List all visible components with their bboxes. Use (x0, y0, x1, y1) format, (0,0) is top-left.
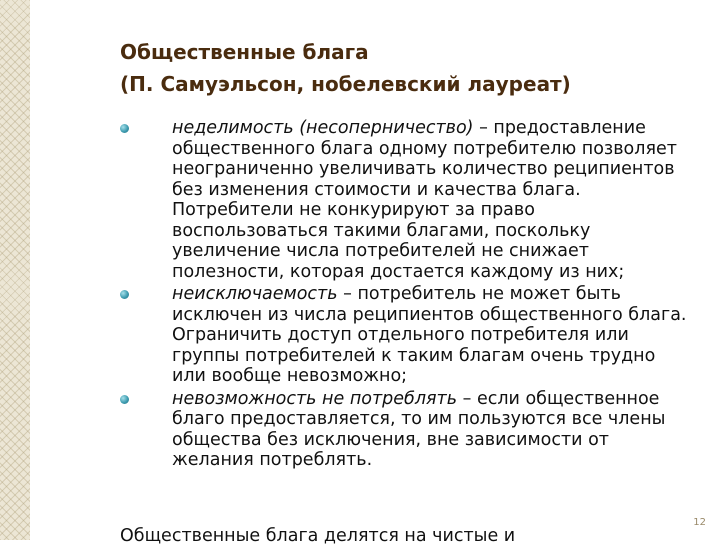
bullet-term: неисключаемость (172, 284, 338, 304)
bullet-term: неделимость (несоперничество) (172, 118, 474, 138)
bullet-dot-icon (120, 395, 129, 404)
bullet-item-indivisibility (120, 118, 692, 282)
bullet-list (120, 118, 710, 473)
bullet-text: – потребитель не может быть исключен из числа реципиентов общественного блага. Ограничить доступ отдельного потребителя или группы потребителей к таким благам очень трудно или вообще невозможно; (172, 284, 687, 386)
page-number: 12 (693, 517, 706, 528)
slide-title-line2: (П. Самуэльсон, нобелевский лауреат) (120, 72, 571, 96)
decorative-left-strip (0, 0, 30, 540)
bullet-item-non-excludability (120, 284, 692, 387)
bullet-item-non-rejectability (120, 389, 692, 471)
bullet-dot-icon (120, 124, 129, 133)
slide-title-line1: Общественные блага (120, 40, 369, 64)
footer-text: Общественные блага делятся на чистые и (120, 526, 516, 546)
bullet-text: – если общественное благо предоставляется, то им пользуются все члены общества без исключения, вне зависимости от желания потреблять. (172, 388, 666, 470)
bullet-text: – предоставление общественного блага одному потребителю позволяет неограниченно увеличивать количество реципиентов без изменения стоимости и качества блага. Потребители не конкурируют за право воспользоваться такими благами, поскольку увеличение числа потребителей не снижает полезности, которая достается каждому из них; (172, 118, 677, 282)
slide-title (120, 36, 571, 100)
bullet-term: невозможность не потреблять (172, 388, 458, 409)
bullet-dot-icon (120, 290, 129, 299)
